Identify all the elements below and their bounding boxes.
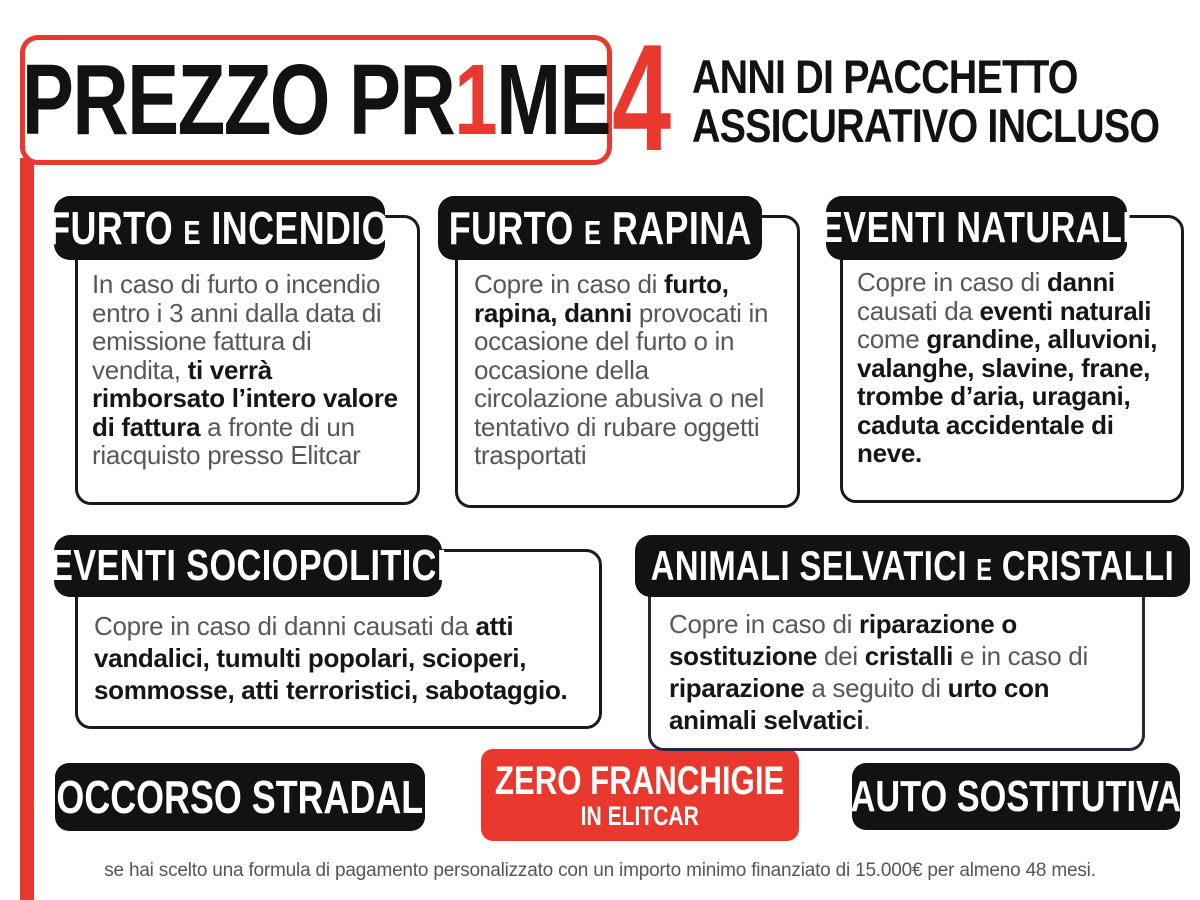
card-eventi-naturali-text: Copre in caso di danni causati da eventi naturali come grandine, alluvioni, valanghe, slavine, frane, trombe d’aria, uragani, caduta accidentale di neve. (857, 267, 1158, 468)
zero-franchigie-line1: ZERO FRANCHIGIE (495, 759, 785, 803)
header-subtitle (692, 52, 1200, 150)
card-eventi-naturali-title-badge: EVENTI NATURALI (826, 196, 1127, 260)
card-furto-rapina-title-badge: FURTO E RAPINA (438, 196, 762, 260)
years-number: 4 (612, 13, 672, 183)
card-eventi-sociopolitici-title-badge: EVENTI SOCIOPOLITICI (54, 535, 442, 597)
auto-sostitutiva-badge: AUTO SOSTITUTIVA (852, 763, 1180, 830)
soccorso-stradale-badge: SOCCORSO STRADALE (55, 763, 425, 831)
card-furto-rapina-text: Copre in caso di furto, rapina, danni provocati in occasione del furto o in occasione della circolazione abusiva o nel tentativo di rubare oggetti trasportati (474, 269, 769, 470)
subtitle-line-1: ANNI DI PACCHETTO (692, 50, 1078, 103)
card-animali-cristalli-title-badge: ANIMALI SELVATICI E CRISTALLI (635, 535, 1190, 597)
footer-note: se hai scelto una formula di pagamento personalizzato con un importo minimo finanziato di 15.000€ per almeno 48 mesi. (104, 860, 1096, 881)
card-animali-cristalli-text: Copre in caso di riparazione o sostituzione dei cristalli e in caso di riparazione a seguito di urto con animali selvatici. (669, 609, 1088, 735)
title-box (20, 35, 612, 165)
card-furto-incendio-title-badge: FURTO E INCENDIO (54, 196, 385, 260)
zero-franchigie-line2: IN ELITCAR (580, 801, 700, 831)
card-furto-incendio-text: In caso di furto o incendio entro i 3 anni dalla data di emissione fattura di vendita, ti verrà rimborsato l’intero valore di fattura a fronte di un riacquisto presso Elitcar (92, 269, 398, 470)
card-eventi-sociopolitici-text: Copre in caso di danni causati da atti vandalici, tumulti popolari, scioperi, sommosse, atti terroristici, sabotaggio. (94, 611, 568, 705)
page-title: PREZZO PR1ME (21, 44, 611, 156)
subtitle-line-2: ASSICURATIVO INCLUSO (692, 99, 1160, 152)
zero-franchigie-badge (481, 749, 799, 841)
